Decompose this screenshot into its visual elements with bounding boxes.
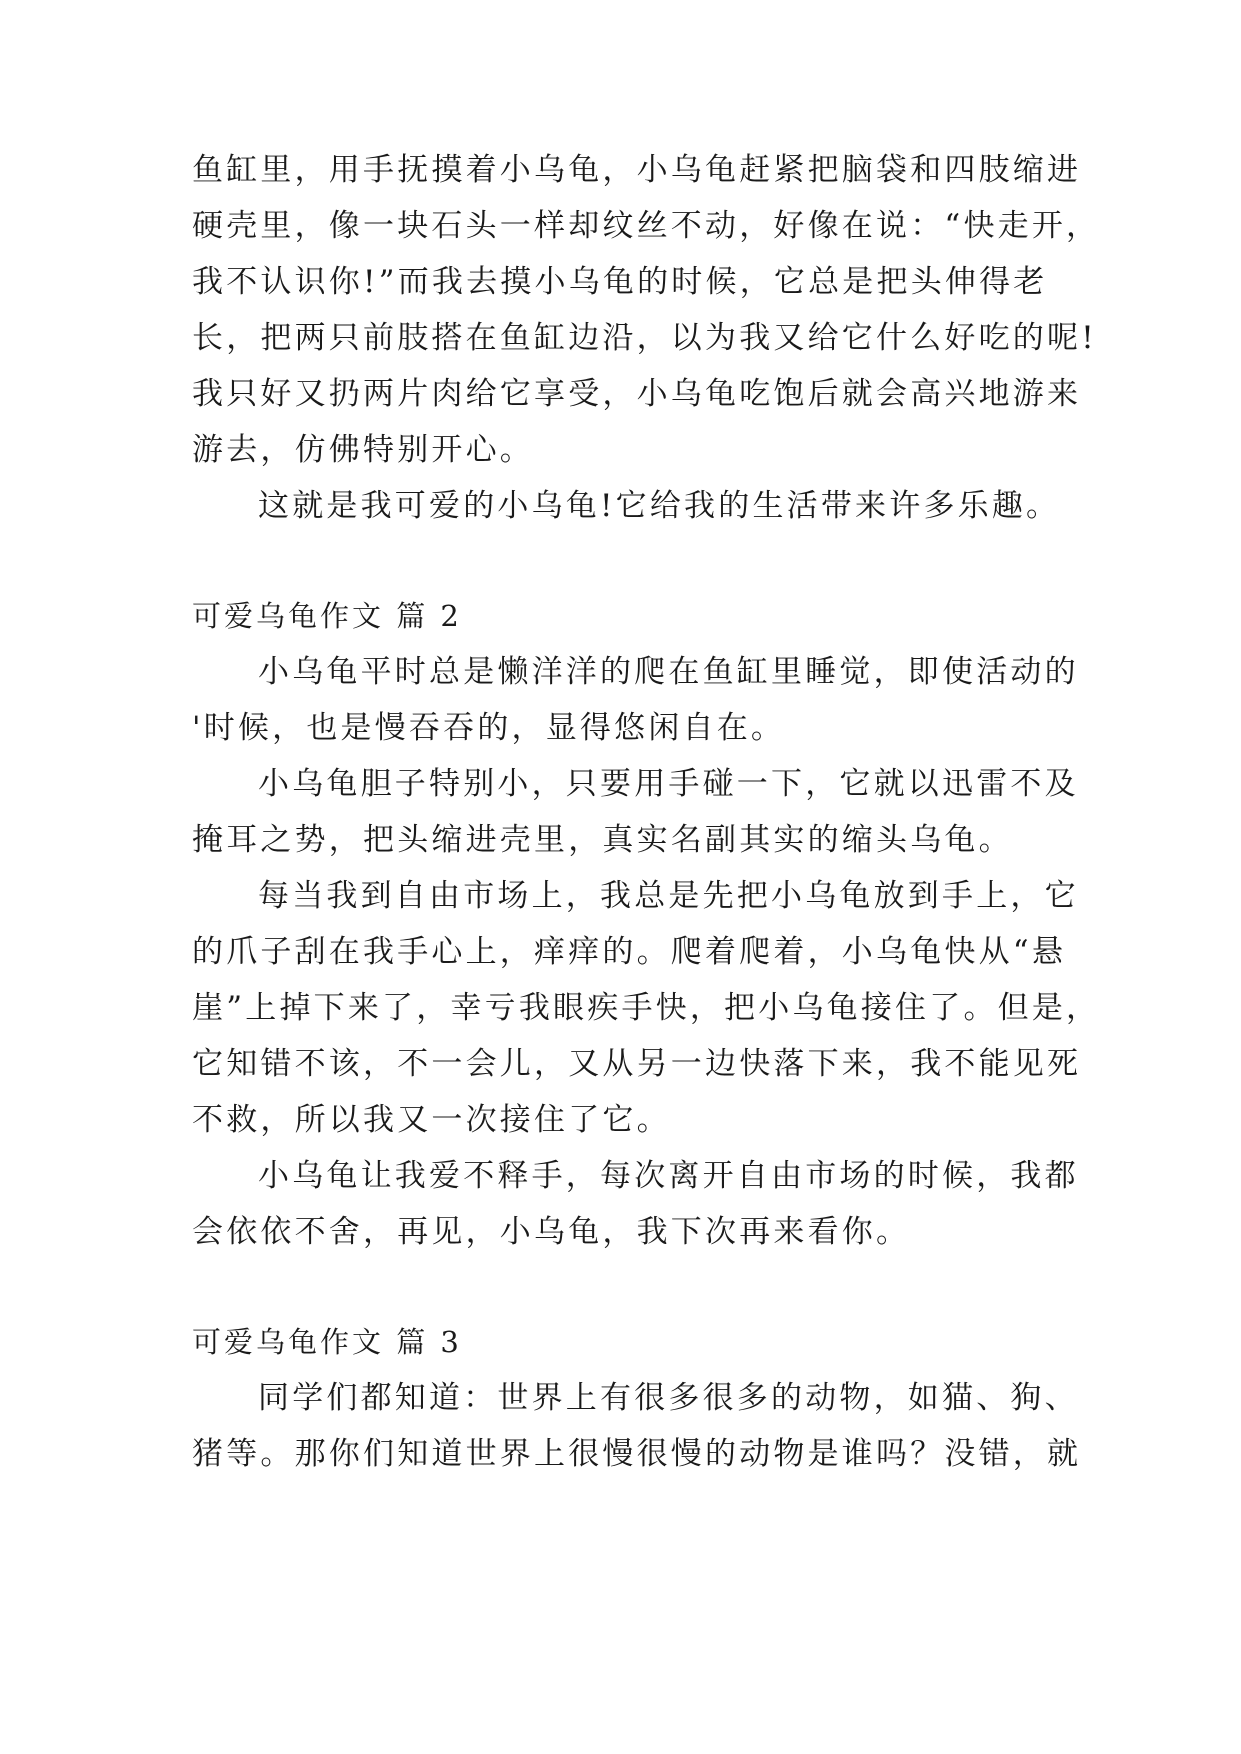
paragraph-line: 不救，所以我又一次接住了它。 xyxy=(192,1102,671,1138)
paragraph-line: 鱼缸里，用手抚摸着小乌龟，小乌龟赶紧把脑袋和四肢缩进 xyxy=(192,152,1082,188)
paragraph-line: 小乌龟让我爱不释手，每次离开自由市场的时候，我都 xyxy=(258,1158,1079,1194)
paragraph-line: 掩耳之势，把头缩进壳里，真实名副其实的缩头乌龟。 xyxy=(192,822,1013,858)
paragraph-line: '时候，也是慢吞吞的，显得悠闲自在。 xyxy=(192,710,786,746)
paragraph-line: 同学们都知道：世界上有很多很多的动物，如猫、狗、 xyxy=(258,1380,1079,1416)
section-title: 可爱乌龟作文 篇 3 xyxy=(192,1325,462,1359)
paragraph-line: 的爪子刮在我手心上，痒痒的。爬着爬着，小乌龟快从“悬 xyxy=(192,934,1067,970)
paragraph-line: 崖”上掉下来了，幸亏我眼疾手快，把小乌龟接住了。但是， xyxy=(192,990,1101,1026)
paragraph-line: 长，把两只前肢搭在鱼缸边沿，以为我又给它什么好吃的呢! xyxy=(192,320,1097,356)
paragraph-line: 小乌龟胆子特别小，只要用手碰一下，它就以迅雷不及 xyxy=(258,766,1079,802)
paragraph-line: 它知错不该，不一会儿，又从另一边快落下来，我不能见死 xyxy=(192,1046,1082,1082)
paragraph-line: 猪等。那你们知道世界上很慢很慢的动物是谁吗？没错，就 xyxy=(192,1436,1082,1472)
section-title: 可爱乌龟作文 篇 2 xyxy=(192,599,462,633)
paragraph-line: 这就是我可爱的小乌龟!它给我的生活带来许多乐趣。 xyxy=(258,488,1061,524)
paragraph-line: 游去，仿佛特别开心。 xyxy=(192,432,534,468)
paragraph-line: 我只好又扔两片肉给它享受，小乌龟吃饱后就会高兴地游来 xyxy=(192,376,1082,412)
paragraph-line: 会依依不舍，再见，小乌龟，我下次再来看你。 xyxy=(192,1214,911,1250)
paragraph-line: 硬壳里，像一块石头一样却纹丝不动，好像在说：“快走开， xyxy=(192,208,1101,244)
paragraph-line: 我不认识你!”而我去摸小乌龟的时候，它总是把头伸得老 xyxy=(192,264,1048,300)
paragraph-line: 每当我到自由市场上，我总是先把小乌龟放到手上，它 xyxy=(258,878,1079,914)
paragraph-line: 小乌龟平时总是懒洋洋的爬在鱼缸里睡觉，即使活动的 xyxy=(258,654,1079,690)
